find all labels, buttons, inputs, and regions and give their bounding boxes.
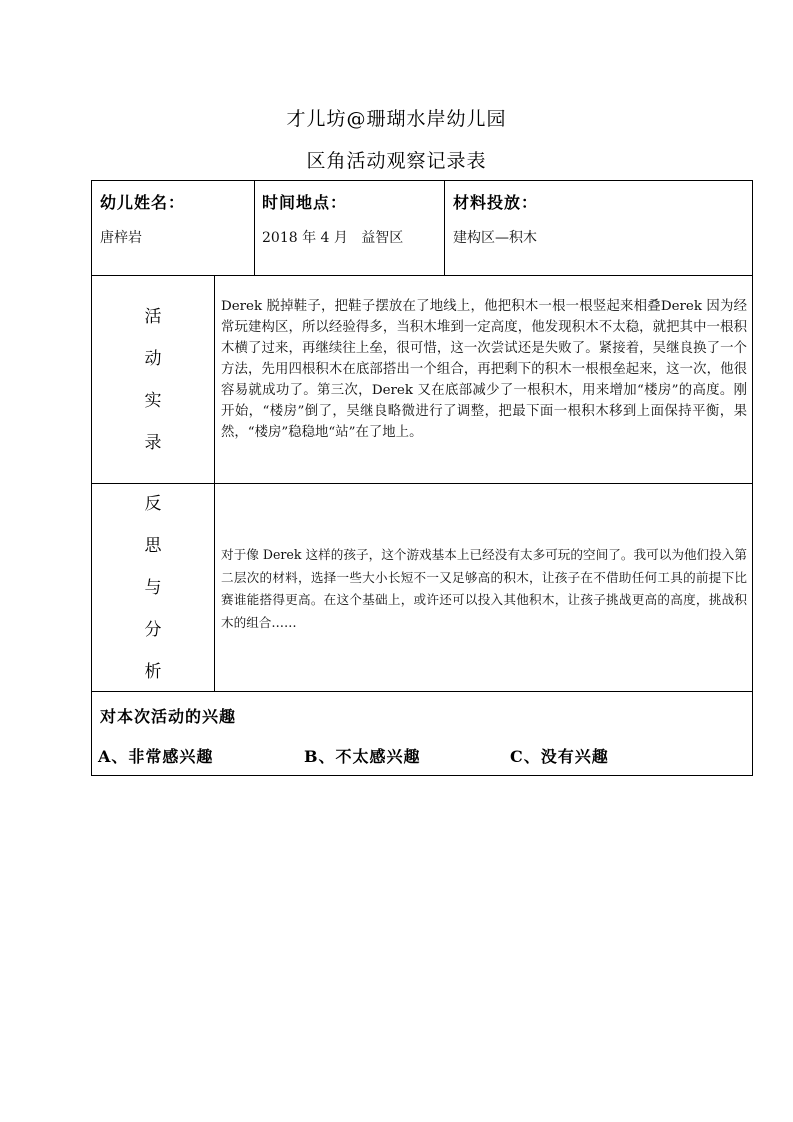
label-char: 录 — [144, 433, 162, 453]
materials-label: 材料投放： — [453, 193, 539, 212]
label-char: 析 — [144, 662, 162, 682]
label-char: 动 — [144, 349, 162, 369]
label-char: 思 — [144, 536, 162, 556]
label-char: 实 — [144, 391, 162, 411]
activity-record-text: Derek 脱掉鞋子，把鞋子摆放在了地线上，他把积木一根一根竖起来相叠Derek 因为经常玩建构区，所以经验得多，当积木堆到一定高度，他发现积木不太稳，就把其中一根积木横了过来，再继续往上垒，很可惜，这一次尝试还是失败了。紧接着，吴继良换了一个方法，先用四根积木在底部搭出一个组合，再把剩下的积木一根根垒起来，这一次，他很容易就成功了。第三次，Derek 又在底部减少了一根积木，用来增加“楼房”的高度。刚开始，“楼房”倒了，吴继良略微进行了调整，把最下面一根积木移到上面保持平衡，果然，“楼房”稳稳地“站”在了地上。 — [221, 299, 747, 440]
reflection-text: 对于像 Derek 这样的孩子，这个游戏基本上已经没有太多可玩的空间了。我可以为他们投入第二层次的材料，选择一些大小长短不一又足够高的积木，让孩子在不借助任何工具的前提下比赛谁能搭得更高。在这个基础上，或许还可以投入其他积木，让孩子挑战更高的高度，挑战积木的组合…… — [221, 547, 747, 630]
title-line-2: 区角活动观察记录表 — [306, 150, 487, 172]
materials-value: 建构区—积木 — [453, 230, 537, 246]
child-name-label: 幼儿姓名： — [100, 193, 186, 212]
row-divider — [91, 275, 753, 276]
activity-record-label — [92, 296, 214, 464]
interest-label: 对本次活动的兴趣 — [100, 707, 237, 726]
column-divider — [214, 275, 215, 692]
option-c: C、没有兴趣 — [510, 747, 609, 766]
title-line-1: 才儿坊@珊瑚水岸幼儿园 — [286, 108, 507, 130]
label-char: 分 — [144, 620, 162, 640]
time-place-value: 2018 年 4 月 益智区 — [262, 230, 404, 246]
reflection-label — [92, 483, 214, 693]
option-b: B、不太感兴趣 — [304, 747, 421, 766]
label-char: 与 — [144, 578, 162, 598]
option-a: A、非常感兴趣 — [98, 747, 214, 766]
materials-cell — [453, 190, 743, 247]
column-divider — [444, 180, 445, 276]
child-name-value: 唐梓岩 — [100, 230, 142, 246]
label-char: 反 — [144, 494, 162, 514]
child-name-cell — [100, 190, 250, 247]
column-divider — [254, 180, 255, 276]
time-place-cell — [262, 190, 442, 247]
time-place-label: 时间地点： — [262, 193, 348, 212]
label-char: 活 — [144, 307, 162, 327]
